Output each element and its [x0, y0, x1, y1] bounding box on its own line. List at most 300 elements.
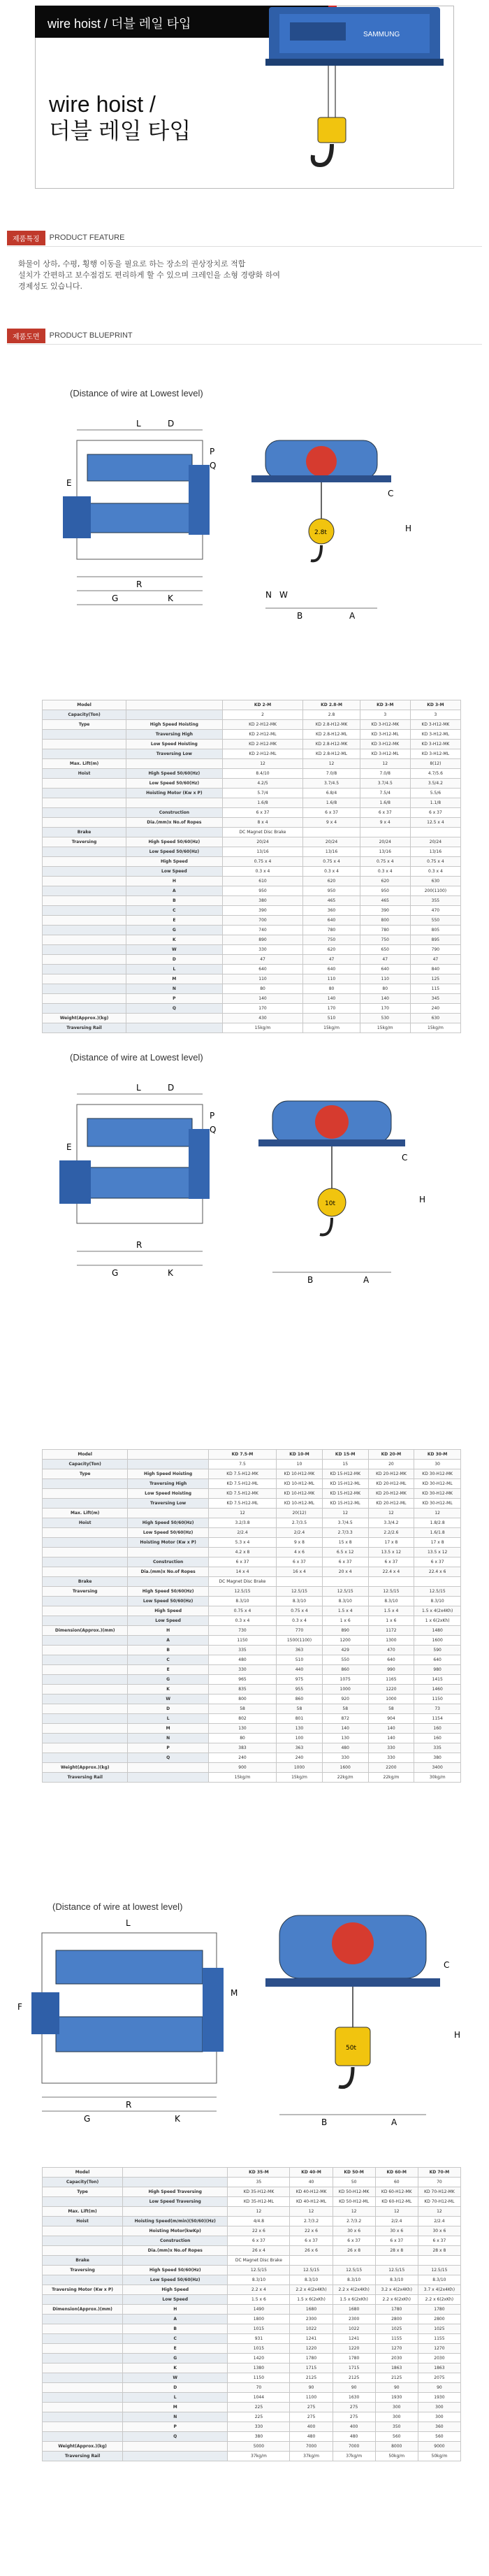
- dim-Q: Q: [210, 461, 217, 470]
- table-cell: 50kg/m: [418, 2452, 460, 2461]
- table-cell: 1420: [228, 2354, 290, 2363]
- hoist-product-image: [0, 0, 489, 196]
- table-cell: 2300: [333, 2315, 375, 2324]
- table-cell: 510: [277, 1655, 323, 1665]
- table-cell: KD 15-H12-MK: [322, 1489, 368, 1499]
- table-cell: 13.5 x 12: [414, 1548, 461, 1557]
- table-cell: 345: [410, 994, 460, 1004]
- table-cell: [43, 1724, 128, 1734]
- table-cell: [126, 759, 223, 769]
- dim-G: G: [84, 2114, 91, 2124]
- table-cell: [43, 945, 126, 955]
- table-cell: Type: [43, 2187, 123, 2197]
- table-cell: [123, 2442, 228, 2452]
- table-row: [43, 2403, 461, 2412]
- table-cell: 1 x 6(2xKh): [414, 1616, 461, 1626]
- table-cell: 0.75 x 4: [277, 1606, 323, 1616]
- motor-block: [31, 1992, 59, 2034]
- table-cell: 13.5 x 12: [368, 1548, 414, 1557]
- table-cell: 390: [222, 906, 303, 916]
- table-cell: 90: [290, 2383, 333, 2393]
- dim-F: F: [17, 2002, 22, 2012]
- table-row: [43, 1734, 461, 1743]
- table-cell: 955: [277, 1685, 323, 1694]
- rail: [251, 475, 391, 482]
- table-cell: N: [126, 984, 223, 994]
- table-cell: 620: [303, 945, 360, 955]
- table-cell: 800: [208, 1694, 276, 1704]
- dim-D: D: [168, 1083, 175, 1093]
- table-cell: [128, 1450, 209, 1460]
- table-cell: 700: [222, 916, 303, 926]
- table-cell: 3.3/4.2: [368, 1518, 414, 1528]
- table-cell: 1220: [368, 1685, 414, 1694]
- table-cell: 6 x 37: [277, 1557, 323, 1567]
- table-cell: 58: [208, 1704, 276, 1714]
- table-cell: Traversing High: [128, 1479, 209, 1489]
- table-cell: KD 7.5-H12-MK: [208, 1489, 276, 1499]
- table-cell: C: [126, 906, 223, 916]
- spec-table-1: [42, 700, 461, 1033]
- table-cell: 1025: [375, 2324, 418, 2334]
- table-cell: 640: [368, 1655, 414, 1665]
- table-cell: 15 x 8: [322, 1538, 368, 1548]
- table-cell: KD 10-H12-ML: [277, 1499, 323, 1509]
- table-cell: Weight(Approx.)(kg): [43, 1763, 128, 1773]
- table-cell: 1270: [418, 2344, 460, 2354]
- table-cell: 1044: [228, 2393, 290, 2403]
- table-cell: 12: [222, 759, 303, 769]
- table-cell: 0.75 x 4: [208, 1606, 276, 1616]
- table-row: [43, 1704, 461, 1714]
- table-cell: 300: [418, 2403, 460, 2412]
- table-cell: [43, 974, 126, 984]
- table-cell: KD 20-H12-MK: [368, 1469, 414, 1479]
- table-cell: 480: [333, 2432, 375, 2442]
- table-row: [43, 769, 461, 779]
- table-cell: 300: [375, 2412, 418, 2422]
- table-cell: 15kg/m: [222, 1023, 303, 1033]
- table-cell: 5.7/4: [222, 789, 303, 798]
- blueprint-drawing-2: [0, 1063, 489, 1314]
- table-cell: 140: [222, 994, 303, 1004]
- table-cell: [43, 2383, 123, 2393]
- table-cell: 620: [303, 877, 360, 886]
- table-cell: 13/16: [410, 847, 460, 857]
- table-cell: 640: [303, 916, 360, 926]
- side-view-1: [63, 419, 216, 605]
- table-cell: 8(12): [410, 759, 460, 769]
- table-cell: 620: [360, 877, 410, 886]
- table-cell: 800: [360, 916, 410, 926]
- dim-L: L: [136, 1083, 141, 1093]
- table-cell: 1930: [418, 2393, 460, 2403]
- table-cell: 363: [277, 1646, 323, 1655]
- table-cell: 5.3 x 4: [208, 1538, 276, 1548]
- table-cell: [410, 828, 460, 837]
- table-cell: High Speed: [123, 2285, 228, 2295]
- table-cell: 2200: [368, 1763, 414, 1773]
- dim-G: G: [112, 593, 119, 603]
- table-cell: 330: [228, 2422, 290, 2432]
- table-cell: [43, 1704, 128, 1714]
- table-cell: 2.7/3.3: [322, 1528, 368, 1538]
- dim-N: N: [265, 590, 272, 600]
- table-row: [43, 916, 461, 926]
- table-cell: 12.5/15: [414, 1587, 461, 1597]
- table-row: [43, 886, 461, 896]
- table-cell: 0.3 x 4: [360, 867, 410, 877]
- table-cell: 350: [375, 2422, 418, 2432]
- feature-line1: 화물이 상하, 수평, 횡행 이동을 필요로 하는 장소의 권상장치로 적합: [18, 259, 246, 268]
- table-cell: 429: [322, 1646, 368, 1655]
- table-cell: KD 35-H12-MK: [228, 2187, 290, 2197]
- table-cell: High Speed Hoisting: [126, 720, 223, 730]
- table-cell: KD 15-M: [322, 1450, 368, 1460]
- table-cell: 400: [290, 2422, 333, 2432]
- table-cell: KD 60-H12-ML: [375, 2197, 418, 2207]
- table-row: [43, 818, 461, 828]
- table-cell: 1863: [375, 2363, 418, 2373]
- table-cell: 6 x 37: [418, 2236, 460, 2246]
- table-row: [43, 2442, 461, 2452]
- table-cell: [43, 1743, 128, 1753]
- table-cell: 8.3/10: [375, 2275, 418, 2285]
- table-cell: 2.8: [303, 710, 360, 720]
- drum-top: [87, 1118, 192, 1146]
- section-blueprint-tab: [7, 329, 133, 343]
- front-view-3: [265, 1915, 460, 2127]
- table-cell: 3.2 x 4(2x4Kh): [375, 2285, 418, 2295]
- table-cell: 15kg/m: [303, 1023, 360, 1033]
- table-cell: [43, 2324, 123, 2334]
- blueprint-drawing-1: [0, 398, 489, 650]
- section-feature-tab: [7, 231, 124, 245]
- table-row: [43, 1489, 461, 1499]
- table-cell: 12: [375, 2207, 418, 2217]
- table-cell: 860: [277, 1694, 323, 1704]
- table-cell: Dimension(Approx.)(mm): [43, 2305, 123, 2315]
- table-cell: 1000: [368, 1694, 414, 1704]
- table-cell: [43, 847, 126, 857]
- table-row: [43, 1743, 461, 1753]
- table-cell: 2.2 x 4(2x4Kh): [333, 2285, 375, 2295]
- table-row: [43, 935, 461, 945]
- table-cell: 380: [414, 1753, 461, 1763]
- table-cell: 10: [277, 1460, 323, 1469]
- table-cell: 200(1100): [410, 886, 460, 896]
- table-cell: Traversing High: [126, 730, 223, 740]
- table-cell: High Speed 50/60(Hz): [123, 2266, 228, 2275]
- table-cell: 12: [322, 1509, 368, 1518]
- table-cell: 170: [303, 1004, 360, 1014]
- table-cell: KD 3-H12-ML: [360, 730, 410, 740]
- table-cell: KD 2-H12-ML: [222, 749, 303, 759]
- table-cell: 7.0/8: [360, 769, 410, 779]
- table-cell: 6 x 37: [222, 808, 303, 818]
- table-cell: 0.3 x 4: [303, 867, 360, 877]
- table-cell: [43, 740, 126, 749]
- table-cell: [43, 1479, 128, 1489]
- table-cell: 2.2 x 4(2x4Kh): [290, 2285, 333, 2295]
- table-cell: 950: [360, 886, 410, 896]
- table-cell: [43, 1004, 126, 1014]
- table-cell: 50kg/m: [375, 2452, 418, 2461]
- table-row: [43, 1714, 461, 1724]
- table-cell: 6 x 37: [410, 808, 460, 818]
- dim-C: C: [388, 489, 394, 498]
- table-cell: [43, 1489, 128, 1499]
- hero-banner: [0, 0, 489, 196]
- table-cell: 6.5 x 12: [322, 1548, 368, 1557]
- table-cell: 1150: [228, 2373, 290, 2383]
- table-cell: [43, 749, 126, 759]
- hero-bar-title: wire hoist / 더블 레일 타입: [48, 17, 191, 31]
- table-cell: [43, 1567, 128, 1577]
- table-cell: 22.4 x 4: [368, 1567, 414, 1577]
- table-row: [43, 1450, 461, 1460]
- table-cell: 1680: [333, 2305, 375, 2315]
- table-cell: [43, 886, 126, 896]
- table-cell: 1100: [290, 2393, 333, 2403]
- table-cell: [43, 1694, 128, 1704]
- table-cell: [43, 1616, 128, 1626]
- table-cell: Max. Lift(m): [43, 1509, 128, 1518]
- table-row: [43, 2295, 461, 2305]
- table-cell: 2030: [418, 2354, 460, 2363]
- table-cell: 1380: [228, 2363, 290, 2373]
- dim-C: C: [444, 1960, 450, 1970]
- table-cell: KD 3-H12-ML: [360, 749, 410, 759]
- table-cell: 2.2 x 4: [228, 2285, 290, 2295]
- table-cell: High Speed Hoisting: [128, 1469, 209, 1479]
- table-cell: 1863: [418, 2363, 460, 2373]
- table-cell: B: [123, 2324, 228, 2334]
- table-cell: [43, 896, 126, 906]
- table-cell: [418, 2256, 460, 2266]
- table-cell: N: [123, 2412, 228, 2422]
- table-cell: 1172: [368, 1626, 414, 1636]
- table-cell: [303, 828, 360, 837]
- table-cell: KD 3-H12-MK: [360, 720, 410, 730]
- table-cell: 335: [208, 1646, 276, 1655]
- table-cell: KD 7.5-H12-ML: [208, 1479, 276, 1489]
- table-cell: 560: [418, 2432, 460, 2442]
- front-view-2: [258, 1101, 425, 1285]
- table-cell: 170: [360, 1004, 410, 1014]
- motor-block: [59, 1160, 91, 1204]
- table-cell: 12: [333, 2207, 375, 2217]
- table-cell: 20 x 4: [322, 1567, 368, 1577]
- table-cell: Brake: [43, 2256, 123, 2266]
- table-row: [43, 1626, 461, 1636]
- table-cell: 330: [208, 1665, 276, 1675]
- table-cell: Dia.(mm)x No.of Ropes: [128, 1567, 209, 1577]
- table-cell: 2/2.4: [277, 1528, 323, 1538]
- table-cell: 12.5/15: [322, 1587, 368, 1597]
- table-cell: M: [128, 1724, 209, 1734]
- table-cell: Low Speed: [123, 2295, 228, 2305]
- table-cell: KD 2.8-H12-MK: [303, 740, 360, 749]
- table-cell: G: [123, 2354, 228, 2363]
- table-row: [43, 1587, 461, 1597]
- table-cell: [43, 1636, 128, 1646]
- table-cell: KD 35-H12-ML: [228, 2197, 290, 2207]
- table-cell: P: [126, 994, 223, 1004]
- table-cell: KD 10-H12-MK: [277, 1489, 323, 1499]
- table-row: [43, 2256, 461, 2266]
- table-cell: 15kg/m: [410, 1023, 460, 1033]
- table-cell: KD 40-M: [290, 2168, 333, 2178]
- table-row: [43, 720, 461, 730]
- table-cell: 1780: [375, 2305, 418, 2315]
- table-cell: Construction: [123, 2236, 228, 2246]
- table-cell: KD 10-H12-MK: [277, 1469, 323, 1479]
- table-cell: Low Speed 50/60(Hz): [128, 1597, 209, 1606]
- table-cell: 1000: [277, 1763, 323, 1773]
- table-cell: [43, 2354, 123, 2363]
- table-cell: 895: [410, 935, 460, 945]
- table-cell: [333, 2256, 375, 2266]
- table-cell: 15kg/m: [360, 1023, 410, 1033]
- table-cell: [43, 955, 126, 965]
- table-cell: 2.2 x 6(2xKh): [418, 2295, 460, 2305]
- table-cell: 1022: [333, 2324, 375, 2334]
- table-cell: 750: [303, 935, 360, 945]
- table-cell: [43, 2412, 123, 2422]
- table-cell: KD 70-H12-MK: [418, 2187, 460, 2197]
- table-cell: 8.4/10: [222, 769, 303, 779]
- table-cell: 30: [414, 1460, 461, 1469]
- table-cell: 160: [414, 1724, 461, 1734]
- table-cell: 1.5 x 4: [322, 1606, 368, 1616]
- table-cell: 335: [414, 1743, 461, 1753]
- dim-D: D: [168, 419, 175, 429]
- feature-line2: 설치가 간편하고 보수점검도 편리하게 할 수 있으며 크레인을 소형 경량화 하여: [18, 271, 280, 280]
- section-blueprint-en: PRODUCT BLUEPRINT: [49, 331, 133, 340]
- table-cell: Low Speed Hoisting: [126, 740, 223, 749]
- table-cell: 58: [322, 1704, 368, 1714]
- table-row: [43, 2373, 461, 2383]
- table-cell: [43, 1528, 128, 1538]
- table-cell: KD 20-H12-ML: [368, 1479, 414, 1489]
- table-cell: 7.0/8: [303, 769, 360, 779]
- table-row: [43, 2324, 461, 2334]
- table-cell: 840: [410, 965, 460, 974]
- table-cell: [43, 1606, 128, 1616]
- table-cell: 805: [410, 926, 460, 935]
- table-cell: Traversing Motor (Kw x P): [43, 2285, 123, 2295]
- kg-logo-icon: [306, 446, 337, 477]
- table-cell: [126, 798, 223, 808]
- table-cell: 640: [414, 1655, 461, 1665]
- dim-W: W: [279, 590, 288, 600]
- table-cell: L: [126, 965, 223, 974]
- table-cell: 1241: [333, 2334, 375, 2344]
- table-row: [43, 1665, 461, 1675]
- page-title-line2: 더블 레일 타입: [49, 118, 191, 143]
- table-cell: [43, 2393, 123, 2403]
- table-cell: 890: [322, 1626, 368, 1636]
- table-cell: 872: [322, 1714, 368, 1724]
- table-cell: High Speed 50/60(Hz): [128, 1587, 209, 1597]
- table-cell: 1680: [290, 2305, 333, 2315]
- kg-logo-icon: [315, 1105, 349, 1139]
- table-row: [43, 1557, 461, 1567]
- table-row: [43, 779, 461, 789]
- hook-icon: [313, 144, 332, 165]
- table-cell: 2: [222, 710, 303, 720]
- table-cell: 975: [277, 1675, 323, 1685]
- dim-P: P: [210, 1111, 215, 1121]
- table-cell: 4.2 x 8: [208, 1548, 276, 1557]
- table-row: [43, 1694, 461, 1704]
- table-cell: 90: [375, 2383, 418, 2393]
- table-cell: 640: [222, 965, 303, 974]
- dim-G: G: [112, 1268, 119, 1278]
- table-cell: W: [126, 945, 223, 955]
- dim-K: K: [175, 2114, 180, 2124]
- rail: [265, 1978, 440, 1987]
- table-row: [43, 730, 461, 740]
- table-cell: Brake: [43, 1577, 128, 1587]
- table-cell: 22kg/m: [368, 1773, 414, 1783]
- table-cell: 13/16: [222, 847, 303, 857]
- table-cell: 900: [208, 1763, 276, 1773]
- table-cell: 860: [322, 1665, 368, 1675]
- table-row: [43, 808, 461, 818]
- table-row: [43, 955, 461, 965]
- drawing2-caption: (Distance of wire at Lowest level): [70, 1052, 203, 1063]
- table-cell: 5.5/6: [410, 789, 460, 798]
- table-cell: 560: [375, 2432, 418, 2442]
- table-cell: [43, 1538, 128, 1548]
- table-cell: 2.7/3.2: [290, 2217, 333, 2226]
- table-cell: 9 x 4: [360, 818, 410, 828]
- table-row: [43, 2246, 461, 2256]
- table-cell: 170: [222, 1004, 303, 1014]
- table-cell: 8.3/10: [368, 1597, 414, 1606]
- table-cell: 60: [375, 2178, 418, 2187]
- table-cell: 0.3 x 4: [222, 867, 303, 877]
- dim-R: R: [136, 1240, 143, 1250]
- table-cell: [43, 1753, 128, 1763]
- table-cell: 790: [410, 945, 460, 955]
- table-cell: L: [123, 2393, 228, 2403]
- table-cell: 58: [277, 1704, 323, 1714]
- table-cell: [368, 1577, 414, 1587]
- table-cell: KD 50-M: [333, 2168, 375, 2178]
- table-row: [43, 1685, 461, 1694]
- table-cell: 1.8/2.8: [414, 1518, 461, 1528]
- table-row: [43, 906, 461, 916]
- table-row: [43, 2187, 461, 2197]
- table-cell: 90: [418, 2383, 460, 2393]
- table-cell: [123, 2207, 228, 2217]
- table-cell: [43, 2197, 123, 2207]
- table-cell: 12.5 x 4: [410, 818, 460, 828]
- table-cell: 70: [228, 2383, 290, 2393]
- table-cell: Dimension(Approx.)(mm): [43, 1626, 128, 1636]
- table-cell: Low Speed: [128, 1616, 209, 1626]
- table-cell: [128, 1763, 209, 1773]
- table-row: [43, 740, 461, 749]
- table-cell: 835: [208, 1685, 276, 1694]
- table-cell: 360: [418, 2422, 460, 2432]
- table-cell: [43, 877, 126, 886]
- table-row: [43, 1023, 461, 1033]
- drum-top: [56, 1950, 203, 1984]
